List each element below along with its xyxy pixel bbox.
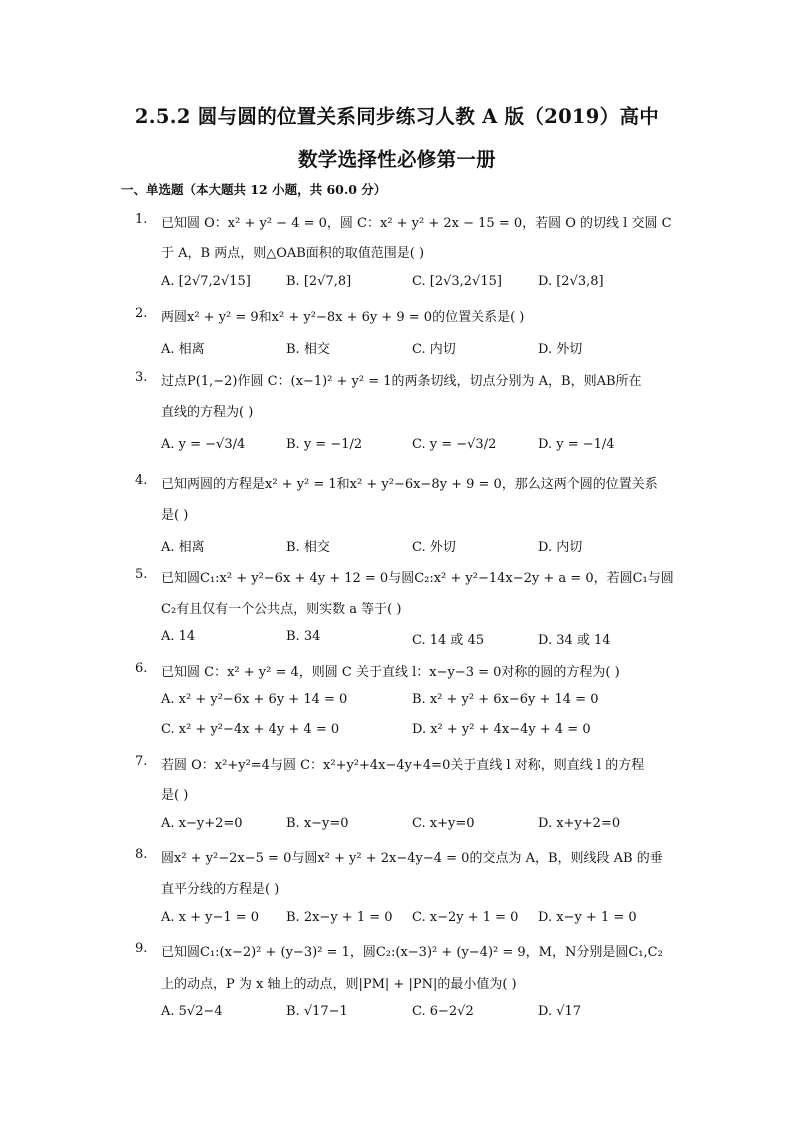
- question-text: 已知圆 C：x² + y² = 4，则圆 C 关于直线 l：x−y−3 = 0对称的圆的方程为( ): [161, 665, 620, 680]
- option-b: B. y = −1/2: [286, 437, 363, 452]
- option-b: B. 2x−y + 1 = 0: [286, 910, 393, 925]
- question-number: 3.: [135, 370, 148, 385]
- option-c: C. x² + y²−4x + 4y + 4 = 0: [161, 722, 340, 737]
- document-subtitle: 数学选择性必修第一册: [297, 148, 496, 171]
- question-number: 7.: [135, 754, 148, 769]
- question-text: 若圆 O：x²+y²=4与圆 C：x²+y²+4x−4y+4=0关于直线 l 对称，则直线 l 的方程: [161, 758, 645, 773]
- question-text: 是( ): [161, 788, 189, 803]
- option-a: A. x−y+2=0: [161, 816, 243, 831]
- option-c: C. 外切: [412, 540, 456, 555]
- question-text: 已知圆C₁:(x−2)² + (y−3)² = 1，圆C₂:(x−3)² + (y−4)² = 9，M，N分别是圆C₁,C₂: [161, 945, 663, 960]
- option-a: A. x + y−1 = 0: [161, 910, 260, 925]
- question-number: 2.: [135, 306, 148, 321]
- question-text: 过点P(1,−2)作圆 C：(x−1)² + y² = 1的两条切线，切点分别为 A，B，则AB所在: [161, 374, 642, 389]
- option-c: C. x−2y + 1 = 0: [412, 910, 519, 925]
- question-text: 两圆x² + y² = 9和x² + y²−8x + 6y + 9 = 0的位置关系是( ): [161, 310, 525, 325]
- question-number: 5.: [135, 567, 148, 582]
- question-number: 8.: [135, 847, 148, 862]
- question-number: 1.: [135, 212, 148, 227]
- option-b: B. √17−1: [286, 1004, 348, 1019]
- option-b: B. x² + y² + 6x−6y + 14 = 0: [412, 692, 599, 707]
- option-d: D. x−y + 1 = 0: [538, 910, 637, 925]
- question-text: 上的动点，P 为 x 轴上的动点，则|PM| + |PN|的最小值为( ): [161, 977, 517, 992]
- option-b: B. 相交: [286, 342, 330, 357]
- question-number: 6.: [135, 661, 148, 676]
- option-a: A. 相离: [161, 342, 205, 357]
- option-d: D. x² + y² + 4x−4y + 4 = 0: [412, 722, 591, 737]
- option-a: A. 5√2−4: [161, 1004, 223, 1019]
- option-a: A. 相离: [161, 540, 205, 555]
- option-c: C. 14 或 45: [412, 633, 485, 648]
- question-text: 已知圆 O：x² + y² − 4 = 0，圆 C：x² + y² + 2x − 15 = 0，若圆 O 的切线 l 交圆 C: [161, 216, 672, 231]
- option-b: B. [2√7,8]: [286, 274, 352, 289]
- option-a: A. y = −√3/4: [161, 437, 246, 452]
- option-d: D. 34 或 14: [538, 633, 611, 648]
- question-number: 9.: [135, 941, 148, 956]
- option-c: C. 内切: [412, 342, 456, 357]
- option-d: D. x+y+2=0: [538, 816, 621, 831]
- option-b: B. 34: [286, 629, 321, 644]
- document-title: 2.5.2 圆与圆的位置关系同步练习人教 A 版（2019）高中: [134, 105, 660, 128]
- option-d: D. [2√3,8]: [538, 274, 604, 289]
- section-header: 一、单选题（本大题共 12 小题，共 60.0 分）: [121, 182, 387, 197]
- question-text: C₂有且仅有一个公共点，则实数 a 等于( ): [161, 602, 402, 617]
- option-d: D. 内切: [538, 540, 583, 555]
- option-b: B. x−y=0: [286, 816, 349, 831]
- question-text: 圆x² + y²−2x−5 = 0与圆x² + y² + 2x−4y−4 = 0的交点为 A，B，则线段 AB 的垂: [161, 851, 663, 866]
- question-text: 是( ): [161, 508, 189, 523]
- option-c: C. x+y=0: [412, 816, 475, 831]
- question-text: 已知两圆的方程是x² + y² = 1和x² + y²−6x−8y + 9 = 0，那么这两个圆的位置关系: [161, 477, 658, 492]
- option-c: C. [2√3,2√15]: [412, 274, 502, 289]
- option-a: A. 14: [161, 629, 196, 644]
- question-text: 直线的方程为( ): [161, 405, 254, 420]
- option-c: C. 6−2√2: [412, 1004, 474, 1019]
- option-d: D. √17: [538, 1004, 582, 1019]
- option-a: A. x² + y²−6x + 6y + 14 = 0: [161, 692, 348, 707]
- question-number: 4.: [135, 473, 148, 488]
- option-b: B. 相交: [286, 540, 330, 555]
- option-d: D. 外切: [538, 342, 583, 357]
- question-text: 直平分线的方程是( ): [161, 882, 280, 897]
- option-d: D. y = −1/4: [538, 437, 615, 452]
- option-a: A. [2√7,2√15]: [161, 274, 251, 289]
- option-c: C. y = −√3/2: [412, 437, 497, 452]
- question-text: 已知圆C₁:x² + y²−6x + 4y + 12 = 0与圆C₂:x² + y²−14x−2y + a = 0，若圆C₁与圆: [161, 571, 674, 586]
- question-text: 于 A，B 两点，则△OAB面积的取值范围是( ): [161, 246, 425, 261]
